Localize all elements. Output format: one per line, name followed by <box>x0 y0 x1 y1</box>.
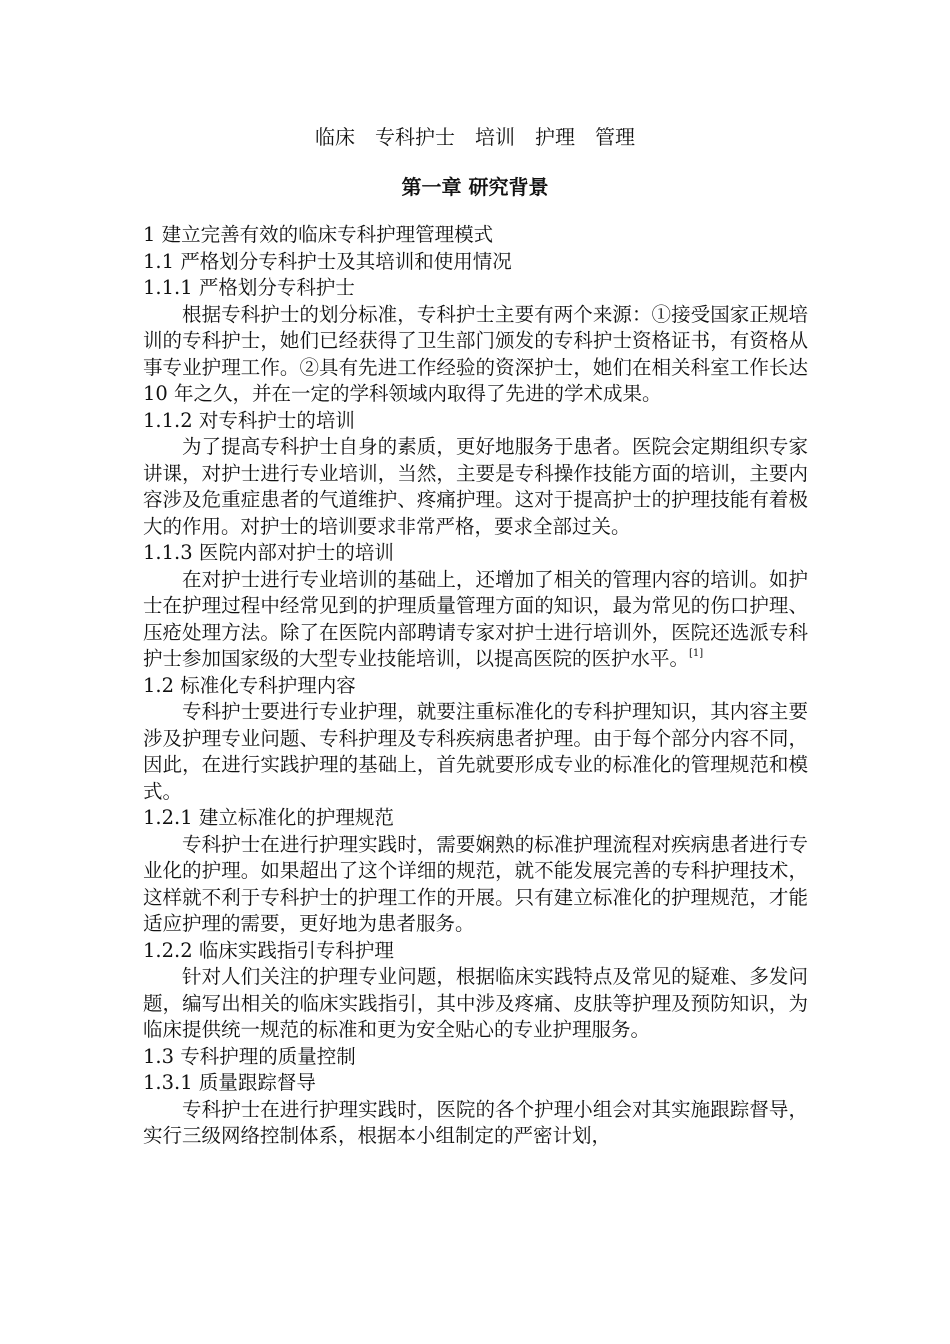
chapter-title: 第一章 研究背景 <box>401 175 549 199</box>
paragraph: 根据专科护士的划分标准，专科护士主要有两个来源：①接受国家正规培训的专科护士，她们已经获得了卫生部门颁发的专科护士资格证书，有资格从事专业护理工作。②具有先进工作经验的资深护士，她们在相关科室工作长达 10 年之久，并在一定的学科领域内取得了先进的学术成果。 <box>143 302 808 405</box>
paragraph: 专科护士在进行护理实践时，需要娴熟的标准护理流程对疾病患者进行专业化的护理。如果超出了这个详细的规范，就不能发展完善的专科护理技术，这样就不利于专科护士的护理工作的开展。只有建立标准化的护理规范，才能适应护理的需要，更好地为患者服务。 <box>143 832 808 935</box>
section-heading: 1.3.1 质量跟踪督导 <box>143 1071 316 1094</box>
keywords-line: 临床 专科护士 培训 护理 管理 <box>315 125 635 149</box>
section-heading: 1.2.1 建立标准化的护理规范 <box>143 806 394 829</box>
paragraph: 专科护士要进行专业护理，就要注重标准化的专科护理知识，其内容主要涉及护理专业问题、专科护理及专科疾病患者护理。由于每个部分内容不同，因此，在进行实践护理的基础上，首先就要形成专业的标准化的管理规范和模式。 <box>143 700 808 803</box>
paragraph-text: 在对护士进行专业培训的基础上，还增加了相关的管理内容的培训。如护士在护理过程中经常见到的护理质量管理方面的知识，最为常见的伤口护理、压疮处理方法。除了在医院内部聘请专家对护士进行培训外，医院还选派专科护士参加国家级的大型专业技能培训，以提高医院的医护水平。 <box>143 567 808 670</box>
section-heading: 1.1.3 医院内部对护士的培训 <box>143 541 394 564</box>
paragraph <box>143 567 808 673</box>
paragraph: 为了提高专科护士自身的素质，更好地服务于患者。医院会定期组织专家讲课，对护士进行专业培训，当然，主要是专科操作技能方面的培训，主要内容涉及危重症患者的气道维护、疼痛护理。这对于提高护士的护理技能有着极大的作用。对护士的培训要求非常严格，要求全部过关。 <box>143 435 808 538</box>
section-heading: 1.2.2 临床实践指引专科护理 <box>143 938 394 962</box>
section-heading: 1.2 标准化专科护理内容 <box>143 673 356 697</box>
citation-ref: [1] <box>689 648 704 659</box>
section-heading: 1.1.1 严格划分专科护士 <box>143 276 355 299</box>
section-heading: 1.1 严格划分专科护士及其培训和使用情况 <box>143 249 512 273</box>
paragraph: 针对人们关注的护理专业问题，根据临床实践特点及常见的疑难、多发问题，编写出相关的临床实践指引，其中涉及疼痛、皮肤等护理及预防知识，为临床提供统一规范的标准和更为安全贴心的专业护理服务。 <box>143 965 808 1041</box>
section-heading: 1.3 专科护理的质量控制 <box>143 1044 356 1068</box>
paragraph: 专科护士在进行护理实践时，医院的各个护理小组会对其实施跟踪督导，实行三级网络控制体系，根据本小组制定的严密计划， <box>143 1097 808 1147</box>
body-text <box>143 222 808 1150</box>
section-heading: 1 建立完善有效的临床专科护理管理模式 <box>143 223 494 246</box>
section-heading: 1.1.2 对专科护士的培训 <box>143 408 355 432</box>
